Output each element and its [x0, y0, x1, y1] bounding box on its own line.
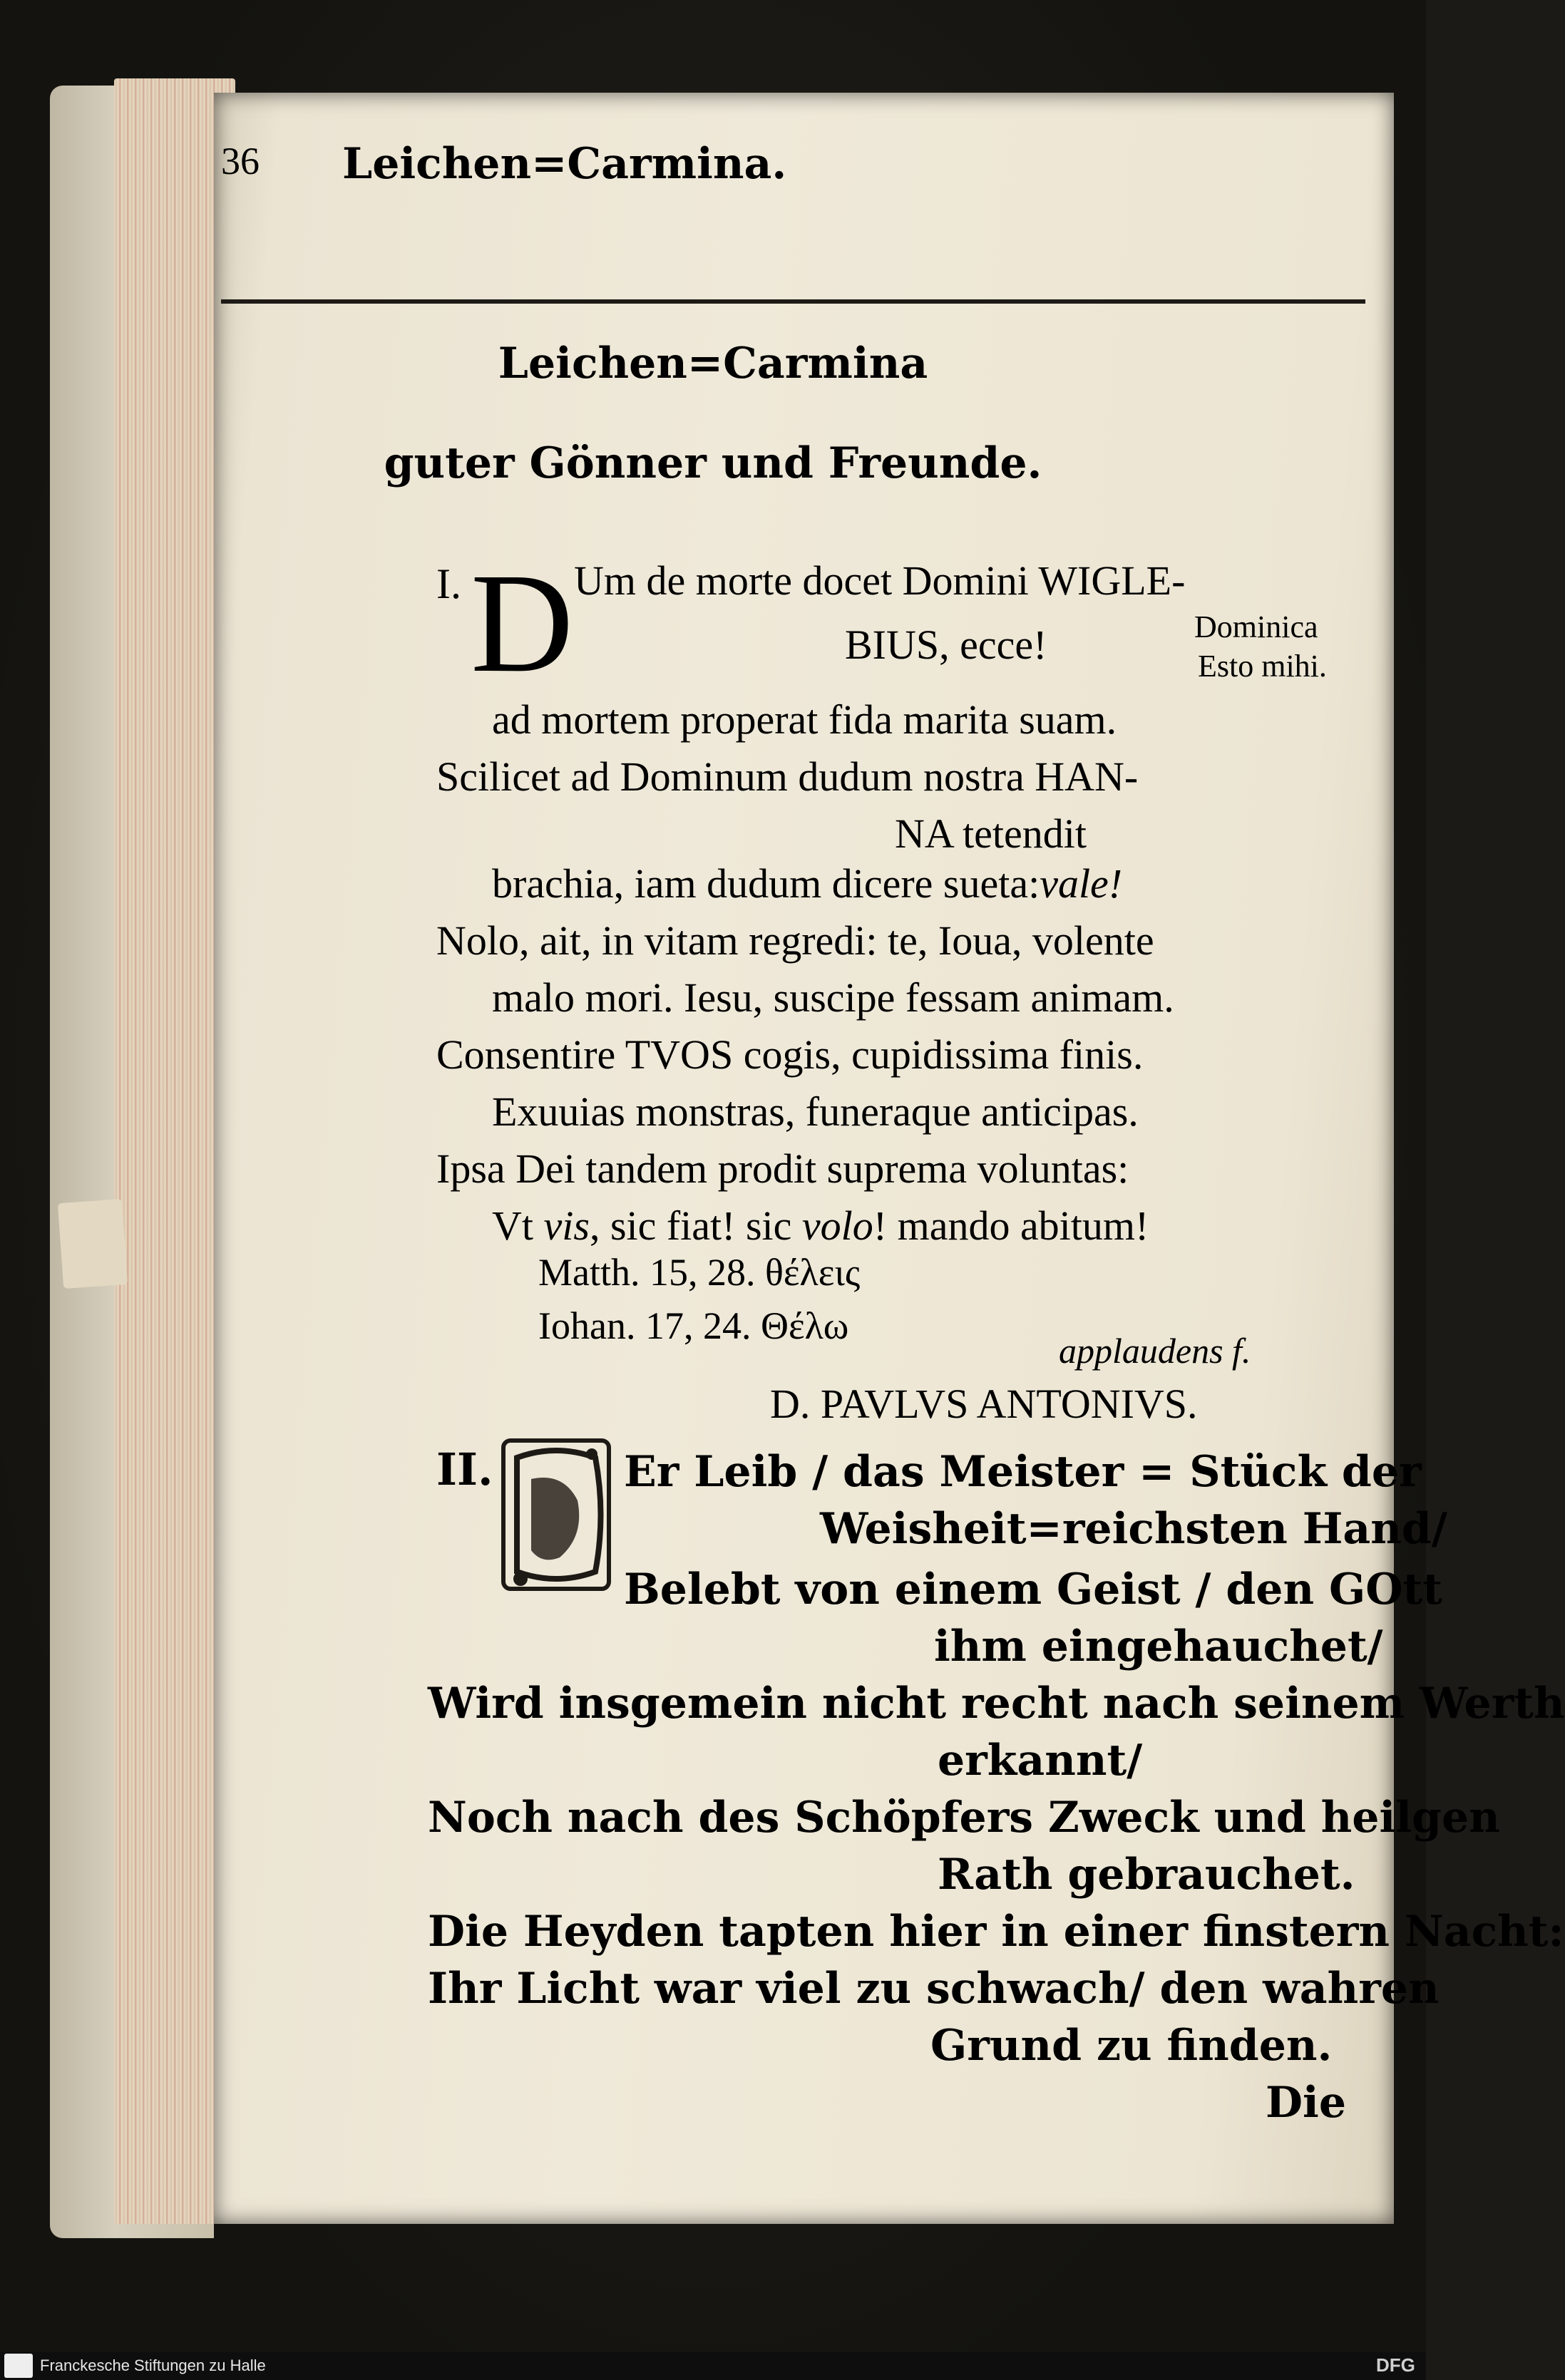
page-header — [221, 139, 1148, 196]
poem-line: Um de morte docet Domini WIGLE- — [574, 557, 1186, 604]
poem-italic: vale! — [1040, 860, 1123, 907]
poem-line: Consentire TVOS cogis, cupidissima finis. — [436, 1031, 1144, 1078]
institution-logo — [4, 2354, 33, 2378]
poem-text: ! mando abitum! — [873, 1202, 1149, 1249]
poem-italic: vis — [543, 1202, 590, 1249]
poem-line: ihm eingehauchet/ — [934, 1622, 1383, 1671]
paper-tab — [58, 1199, 128, 1289]
dfg-logo: DFG — [1376, 2354, 1415, 2376]
section-subtitle: guter Gönner und Freunde. — [384, 438, 1042, 488]
poem-author: D. PAVLVS ANTONIVS. — [770, 1381, 1198, 1427]
poem-line: Ihr Licht war viel zu schwach/ den wahren — [428, 1964, 1440, 2014]
poem-line: Nolo, ait, in vitam regredi: te, Ioua, volente — [436, 917, 1154, 964]
poem-text: , sic fiat! sic — [589, 1202, 792, 1249]
poem-line — [492, 859, 1122, 909]
poem-italic: volo — [801, 1202, 873, 1249]
poem-line: Weisheit=reichsten Hand/ — [820, 1504, 1447, 1554]
poem-line: Noch nach des Schöpfers Zweck und heilgen — [428, 1793, 1500, 1843]
header-rule — [221, 299, 1365, 304]
poem-line: ad mortem properat fida marita suam. — [492, 696, 1117, 743]
poem-line: Er Leib / das Meister = Stück der — [624, 1447, 1422, 1497]
poem-line: Scilicet ad Dominum dudum nostra HAN- — [436, 753, 1139, 800]
poem-line: Ipsa Dei tandem prodit suprema voluntas: — [436, 1145, 1129, 1192]
poem-line: NA tetendit — [895, 810, 1087, 857]
poem-line: Belebt von einem Geist / den GOtt — [624, 1565, 1442, 1614]
poem-text: brachia, iam dudum dicere sueta: — [492, 860, 1040, 907]
poem-line: Exuuias monstras, funeraque anticipas. — [492, 1088, 1139, 1135]
running-title: Leichen=Carmina. — [342, 139, 787, 189]
poem-line: Die Heyden tapten hier in einer finstern Nacht: — [428, 1907, 1564, 1957]
poem-line: BIUS, ecce! — [845, 622, 1047, 668]
institution-name: Franckesche Stiftungen zu Halle — [40, 2356, 266, 2374]
drop-cap: D — [471, 545, 574, 702]
poem-line: malo mori. Iesu, suscipe fessam animam. — [492, 974, 1174, 1021]
ornate-drop-cap — [499, 1436, 613, 1593]
poem-number: I. — [436, 560, 461, 607]
scripture-reference: Matth. 15, 28. θέλεις — [538, 1251, 861, 1294]
margin-note: Dominica — [1194, 609, 1318, 644]
poem-number: II. — [436, 1443, 493, 1495]
margin-note: Esto mihi. — [1198, 649, 1327, 684]
section-title: Leichen=Carmina — [498, 339, 928, 388]
scripture-reference: Iohan. 17, 24. Θέλω — [538, 1304, 849, 1347]
poem-line: Wird insgemein nicht recht nach seinem Werth — [428, 1679, 1565, 1729]
poem-line — [492, 1201, 1149, 1251]
catchword: Die — [1266, 2078, 1346, 2128]
poem-line: erkannt/ — [938, 1736, 1143, 1786]
poem-line: Grund zu finden. — [930, 2021, 1333, 2071]
poem-line: Rath gebrauchet. — [938, 1850, 1355, 1900]
page-number: 36 — [221, 140, 260, 182]
applaudens-note: applaudens f. — [1059, 1331, 1251, 1371]
poem-text: Vt — [492, 1202, 533, 1249]
